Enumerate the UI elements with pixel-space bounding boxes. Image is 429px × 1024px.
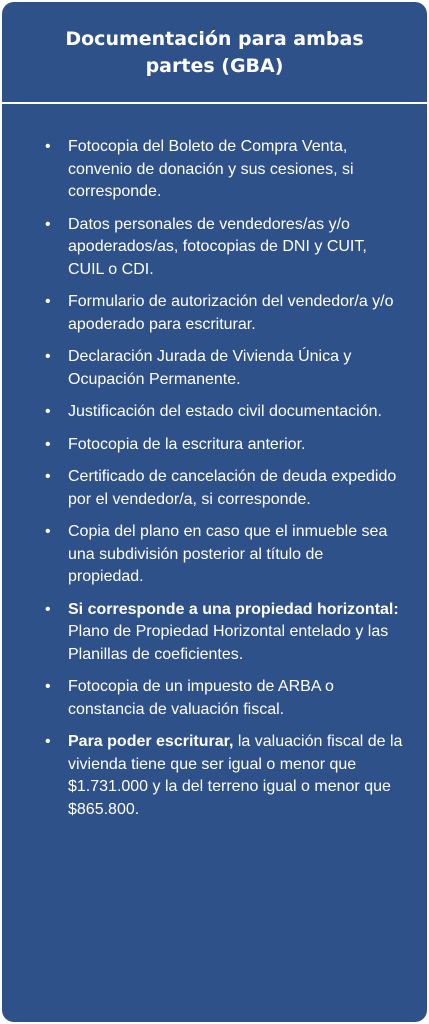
bullet-icon: • (45, 293, 51, 310)
requirements-card (2, 2, 427, 1022)
bullet-icon: • (45, 403, 51, 420)
item-bold-text: Para poder escriturar, (68, 733, 234, 750)
bullet-icon: • (45, 600, 51, 618)
bullet-icon: • (45, 138, 51, 155)
list-item (2, 136, 427, 204)
item-text: Copia del plano en caso que el inmueble sea una subdivisión posterior al título de propiedad. (68, 523, 388, 585)
item-text: la valuación fiscal de la vivienda tiene que ser igual o menor que $1.731.000 y la del terreno igual o menor que $865.800. (68, 733, 403, 818)
list-item (2, 214, 427, 282)
list-item (2, 599, 427, 667)
item-text: Fotocopia de la escritura anterior. (68, 435, 306, 453)
bullet-icon: • (45, 468, 51, 485)
card-title: Documentación para ambas partes (GBA) (65, 28, 364, 77)
list-item (2, 434, 427, 457)
item-text: Plano de Propiedad Horizontal entelado y las Planillas de coeficientes. (68, 623, 389, 663)
list-item (2, 466, 427, 511)
bullet-icon: • (45, 215, 51, 233)
list-item (2, 346, 427, 391)
requirements-list (2, 136, 427, 831)
bullet-icon: • (45, 733, 51, 750)
item-text: Certificado de cancelación de deuda expedido por el vendedor/a, si corresponde. (68, 468, 397, 508)
item-bold-text: Si corresponde a una propiedad horizontal: (68, 600, 399, 618)
title-divider (2, 102, 427, 104)
bullet-icon: • (45, 348, 51, 365)
list-item (2, 291, 427, 336)
item-text: Fotocopia de un impuesto de ARBA o constancia de valuación fiscal. (68, 678, 334, 718)
list-item (2, 401, 427, 424)
list-item (2, 521, 427, 589)
item-text: Datos personales de vendedores/as y/o apoderados/as, fotocopias de DNI y CUIT, CUIL o CDI. (68, 215, 367, 278)
bullet-icon: • (45, 523, 51, 540)
list-item (2, 676, 427, 721)
item-text: Formulario de autorización del vendedor/a y/o apoderado para escriturar. (68, 293, 394, 333)
list-item (2, 731, 427, 821)
bullet-icon: • (45, 435, 51, 453)
item-text: Justificación del estado civil documentación. (68, 403, 382, 420)
item-text: Declaración Jurada de Vivienda Única y Ocupación Permanente. (68, 348, 352, 388)
item-text: Fotocopia del Boleto de Compra Venta, convenio de donación y sus cesiones, si corresponde. (68, 138, 354, 200)
bullet-icon: • (45, 678, 51, 695)
